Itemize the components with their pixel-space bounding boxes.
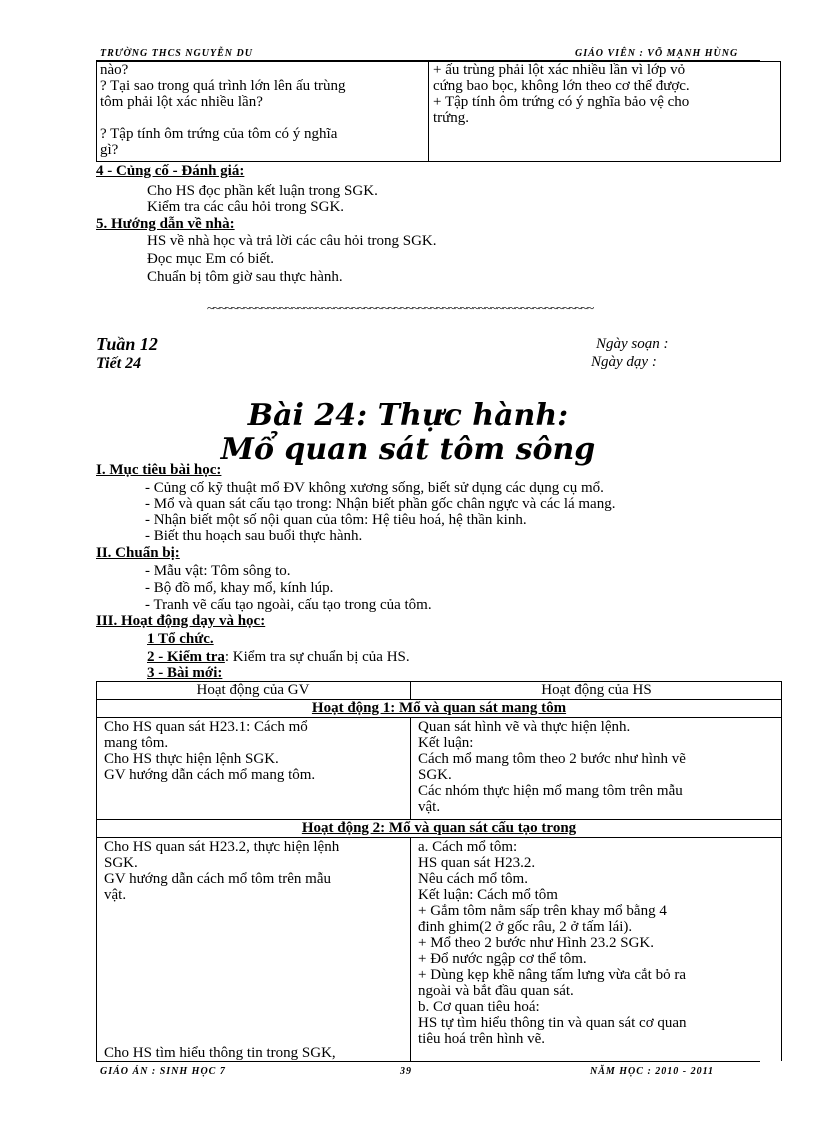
act2-gv-line: GV hướng dẫn cách mổ tôm trên mẫu [104, 871, 331, 887]
act1-hs-line: Quan sát hình vẽ và thực hiện lệnh. [418, 719, 631, 735]
activity2-title: Hoạt động 2: Mổ và quan sát cấu tạo trong [301, 820, 577, 836]
act1-gv-line: Cho HS thực hiện lệnh SGK. [104, 751, 279, 767]
activity2-gv [104, 839, 404, 903]
activity1-hs [418, 719, 778, 815]
act1-hs-line: Kết luận: [418, 735, 474, 751]
activity-step-2 [147, 649, 410, 665]
act2-gv-line: SGK. [104, 855, 138, 871]
top-left-line: tôm phải lột xác nhiều lần? [100, 94, 263, 110]
section-divider: ~~~~~~~~~~~~~~~~~~~~~~~~~~~~~~~~~~~~~~~~~~~~~~~~~~~~~~~~~~~~~~~~ [207, 300, 594, 315]
act2-gv-line: vật. [104, 887, 127, 903]
header-school: TRƯỜNG THCS NGUYỄN DU [100, 48, 253, 59]
step1-label: 1 Tổ chức. [147, 631, 214, 647]
act1-hs-line: Các nhóm thực hiện mổ mang tôm trên mẫu [418, 783, 683, 799]
top-left-line: gì? [100, 142, 119, 158]
section5-item: Chuẩn bị tôm giờ sau thực hành. [147, 269, 343, 285]
main-table-col-divider [410, 837, 411, 1061]
footer-left: GIÁO ÁN : SINH HỌC 7 [100, 1066, 226, 1077]
act1-gv-line: Cho HS quan sát H23.1: Cách mổ [104, 719, 308, 735]
main-table-hrule [96, 717, 782, 718]
act2-hs-line: HS tự tìm hiểu thông tin và quan sát cơ quan [418, 1015, 687, 1031]
preparation-item: - Tranh vẽ cấu tạo ngoài, cấu tạo trong của tôm. [145, 597, 432, 613]
main-table-bottom [96, 1061, 760, 1062]
prep-date: Ngày soạn : [596, 336, 669, 352]
act2-hs-line: tiêu hoá trên hình vẽ. [418, 1031, 546, 1047]
act2-hs-line: Nêu cách mổ tôm. [418, 871, 528, 887]
top-left-line: ? Tập tính ôm trứng của tôm có ý nghĩa [100, 126, 338, 142]
act2-gv-line: Cho HS quan sát H23.2, thực hiện lệnh [104, 839, 340, 855]
step2-label: 2 - Kiểm tra [147, 649, 225, 665]
teach-date: Ngày dạy : [591, 354, 657, 370]
objective-item: - Biết thu hoạch sau buổi thực hành. [145, 528, 363, 544]
act2-gv-last-line: Cho HS tìm hiểu thông tin trong SGK, [104, 1045, 336, 1061]
activities-heading: III. Hoạt động dạy và học: [96, 613, 266, 629]
top-right-line: trứng. [433, 110, 470, 126]
section4-item: Cho HS đọc phần kết luận trong SGK. [147, 183, 378, 199]
objective-item: - Củng cố kỹ thuật mổ ĐV không xương sống, biết sử dụng các dụng cụ mổ. [145, 480, 604, 496]
act1-hs-line: Cách mổ mang tôm theo 2 bước như hình vẽ [418, 751, 686, 767]
section4-item: Kiểm tra các câu hỏi trong SGK. [147, 199, 345, 215]
activity1-gv [104, 719, 404, 783]
main-table-col-divider [410, 717, 411, 820]
act2-hs-line: đinh ghim(2 ở gốc râu, 2 ở tấm lái). [418, 919, 633, 935]
section5-item: Đọc mục Em có biết. [147, 251, 275, 267]
preparation-heading: II. Chuẩn bị: [96, 545, 180, 561]
top-table-right [433, 62, 778, 126]
top-left-line: nào? [100, 62, 129, 78]
act1-gv-line: mang tôm. [104, 735, 169, 751]
act2-hs-line: + Mổ theo 2 bước như Hình 23.2 SGK. [418, 935, 654, 951]
act2-hs-line: + Đổ nước ngập cơ thể tôm. [418, 951, 587, 967]
preparation-item: - Mẫu vật: Tôm sông to. [145, 563, 291, 579]
top-table-divider [428, 61, 429, 162]
objective-item: - Nhận biết một số nội quan của tôm: Hệ tiêu hoá, hệ thần kinh. [145, 512, 527, 528]
section4-heading: 4 - Củng cố - Đánh giá: [96, 163, 245, 179]
header-teacher: GIÁO VIÊN : VÕ MẠNH HÙNG [575, 48, 739, 59]
act2-hs-line: + Dùng kẹp khẽ nâng tấm lưng vừa cắt bỏ ra [418, 967, 686, 983]
main-table-hrule [96, 837, 782, 838]
act2-hs-line: b. Cơ quan tiêu hoá: [418, 999, 540, 1015]
lesson-title-line2: Mổ quan sát tôm sông [220, 432, 596, 467]
activity2-hs [418, 839, 778, 1047]
top-left-line [100, 110, 425, 126]
top-right-line: cứng bao bọc, không lớn theo cơ thể được. [433, 78, 690, 94]
section5-heading: 5. Hướng dẫn về nhà: [96, 216, 235, 232]
top-right-line: + Tập tính ôm trứng có ý nghĩa bảo vệ cho [433, 94, 690, 110]
top-table-left [100, 62, 425, 158]
act1-hs-line: SGK. [418, 767, 452, 783]
act2-hs-line: ngoài và bắt đầu quan sát. [418, 983, 574, 999]
lesson-title-line1: Bài 24: Thực hành: [247, 398, 569, 433]
act1-hs-line: vật. [418, 799, 441, 815]
top-left-line: ? Tại sao trong quá trình lớn lên ấu trùng [100, 78, 346, 94]
top-right-line: + ấu trùng phải lột xác nhiều lần vì lớp vỏ [433, 62, 686, 78]
col-hs-header: Hoạt động của HS [541, 682, 652, 698]
week-label: Tuần 12 [96, 334, 158, 354]
objectives-heading: I. Mục tiêu bài học: [96, 462, 222, 478]
objective-item: - Mổ và quan sát cấu tạo trong: Nhận biết phần gốc chân ngực và các lá mang. [145, 496, 616, 512]
footer-right: NĂM HỌC : 2010 - 2011 [590, 1066, 715, 1077]
period-label: Tiết 24 [96, 355, 142, 372]
act1-gv-line: GV hướng dẫn cách mổ mang tôm. [104, 767, 316, 783]
act2-hs-line: + Gắm tôm nằm sấp trên khay mổ bằng 4 [418, 903, 667, 919]
act2-hs-line: a. Cách mổ tôm: [418, 839, 518, 855]
act2-hs-line: Kết luận: Cách mổ tôm [418, 887, 558, 903]
footer-page: 39 [400, 1066, 412, 1077]
activity-step-1 [147, 631, 214, 647]
activity-step-3: 3 - Bài mới: [147, 665, 223, 681]
activity1-title: Hoạt động 1: Mổ và quan sát mang tôm [311, 700, 567, 716]
step2-text: : Kiểm tra sự chuẩn bị của HS. [224, 649, 410, 665]
section5-item: HS về nhà học và trả lời các câu hỏi trong SGK. [147, 233, 437, 249]
preparation-item: - Bộ đồ mổ, khay mổ, kính lúp. [145, 580, 334, 596]
col-gv-header: Hoạt động của GV [196, 682, 310, 698]
act2-hs-line: HS quan sát H23.2. [418, 855, 536, 871]
